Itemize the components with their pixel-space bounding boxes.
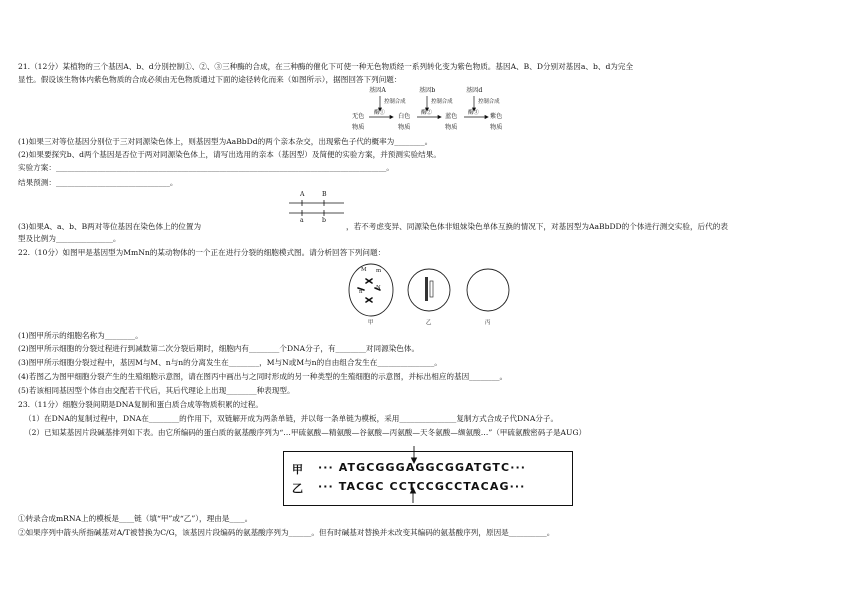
enzyme-3-label: 酶③ (468, 110, 479, 116)
q22-part2: (2)图甲所示细胞的分裂过程进行到减数第二次分裂后期时，细胞内有________个DNA分子，有________对同源染色体。 (18, 344, 420, 353)
gene-n-label: n (359, 289, 363, 295)
q21-line1: 21.（12分）某植物的三个基因A、b、d分別控制①、②、③三种酶的合成，在三种酶的催化下可使一种无色物质经一系列转化变为紫色物质。基因A、B、D分别对基因a、b、d为完全 (18, 62, 634, 71)
mutation-arrows (0, 0, 1, 1)
gene-d-label: 基因d (466, 87, 483, 94)
q22-part5: (5)若该相同基因型个体自由交配若干代后，其后代理论上出现________种表现型。 (18, 386, 295, 395)
strand-yi-label: 乙 (292, 482, 305, 495)
control-label-3: 控制合成 (478, 99, 500, 105)
q21-line2: 显性。假设该生物体内紫色物质的合成必须由无色物质通过下面的途径转化而来（如图所示），据图回答下列问题： (18, 75, 402, 84)
gene-B-mark: B (322, 191, 327, 198)
q23-line1: 23.（11分）细胞分裂间期是DNA复制和蛋白质合成等物质积累的过程。 (18, 400, 263, 409)
q23-part2: （2）已知某基因片段碱基排列如下表。由它所编码的蛋白质的氨基酸序列为“…甲硫氨酸—精氨酸—谷氨酸—丙氨酸—天冬氨酸—缬氨酸…”（甲硫氨酸密码子是AUG） (24, 428, 587, 437)
control-label-2: 控制合成 (431, 99, 453, 105)
q21-part2: (2)如果要探究b、d两个基因是否位于两对同源染色体上，请写出选用的亲本（基因型）及简便的实验方案，并预测实验结果。 (18, 150, 441, 159)
enzyme-1-label: 酶① (374, 110, 385, 116)
enzyme-2-label: 酶② (421, 110, 432, 116)
gene-A-mark: A (300, 191, 305, 198)
q23-question-b: ②如果序列中箭头所指碱基对A/T被替换为C/G，该基因片段编码的氨基酸序列为______。但有时碱基对替换并未改变其编码的氨基酸序列，原因是__________。 (18, 528, 555, 537)
strand-yi-sequence: ··· TACGC CCTCCGCCTACAG··· (318, 480, 526, 493)
q23-part1: （1）在DNA的复制过程中，DNA在________的作用下，双链解开成为两条单链，并以每一条单链为模板，采用_______________复制方式合成子代DNA分子。 (24, 414, 559, 423)
q22-part4: (4)若图乙为图甲细胞分裂产生的生殖细胞示意图，请在图丙中画出与之同时形成的另一种类型的生殖细胞的示意图，并标出相应的基因________。 (18, 372, 508, 381)
q21-part3-cont: 型及比例为_______________。 (18, 234, 121, 243)
strand-jia-sequence: ··· ATGCGGGAGGCGGATGTC··· (318, 461, 527, 474)
substance-purple-suffix: 物质 (490, 124, 503, 131)
gene-m-label: m (376, 268, 382, 274)
substance-purple: 紫色 (490, 113, 503, 120)
q21-plan: 实验方案：_______________________________________________________________________________________。 (18, 163, 394, 172)
gene-a-mark: a (300, 217, 304, 224)
caption-bing: 丙 (485, 320, 491, 326)
q22-part3: (3)图甲所示细胞分裂过程中，基因M与M、n与n的分离发生在________，M与N或M与n的自由组合发生在_______________。 (18, 358, 442, 367)
gene-M-label: M (361, 267, 367, 273)
q21-part3: ，若不考虑变异、同源染色体非姐妹染色单体互换的情况下，对基因型为AaBbDD的个体进行测交实验，后代的表 (346, 222, 728, 231)
q21-predict: 结果预测：______________________________。 (18, 178, 178, 187)
substance-white: 白色 (398, 113, 411, 120)
substance-colorless-suffix: 物质 (352, 124, 365, 131)
caption-yi: 乙 (426, 320, 432, 326)
gene-b-mark: b (322, 217, 326, 224)
control-label-1: 控制合成 (384, 99, 406, 105)
q23-question-a: ①转录合成mRNA上的模板是____链（填“甲”或“乙”），理由是____。 (18, 514, 253, 523)
strand-jia-label: 甲 (292, 463, 305, 476)
q22-line1: 22.（10分）如图甲是基因型为MmNn的某动物体的一个正在进行分裂的细胞模式图。请分析回答下列问题： (18, 248, 386, 257)
substance-blue: 蓝色 (445, 113, 458, 120)
substance-colorless: 无色 (352, 113, 365, 120)
q22-part1: (1)图甲所示的细胞名称为________。 (18, 331, 143, 340)
q21-part1: (1)如果三对等位基因分别位于三对同源染色体上，则基因型为AaBbDd的两个亲本杂交，出现紫色子代的概率为________。 (18, 137, 433, 146)
gene-N-label: N (376, 285, 381, 291)
q21-part3-prefix: (3)如果A、a、b、B两对等位基因在染色体上的位置为 (18, 222, 202, 231)
substance-blue-suffix: 物质 (445, 124, 458, 131)
caption-jia: 甲 (368, 320, 374, 326)
dna-sequence-box (283, 451, 573, 506)
substance-white-suffix: 物质 (398, 124, 411, 131)
gene-b-label: 基因b (419, 87, 436, 94)
gene-A-label: 基因A (369, 87, 386, 94)
